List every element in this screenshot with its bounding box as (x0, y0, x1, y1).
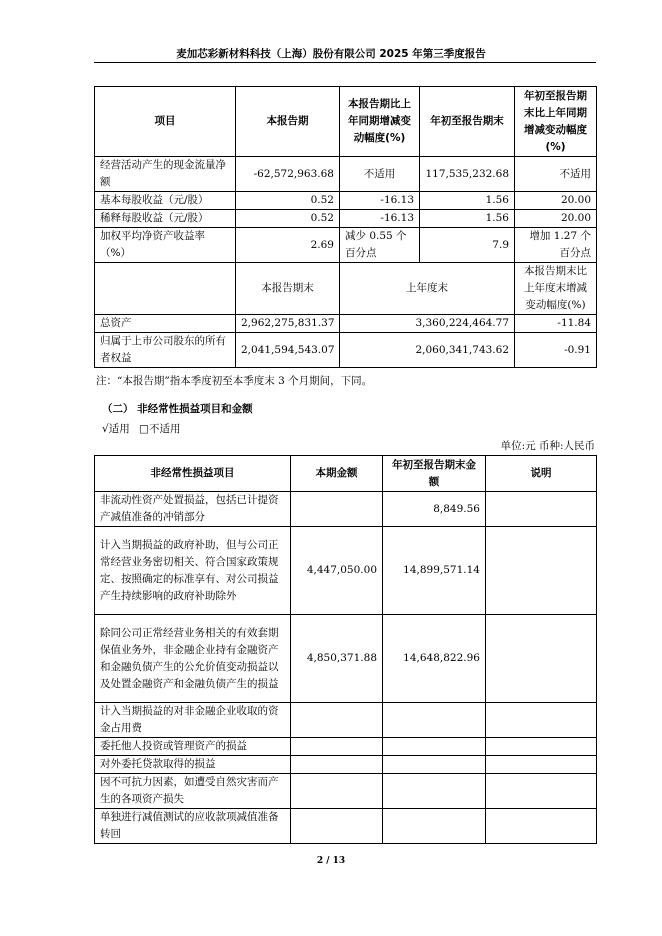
row-value: 增加 1.27 个百分点 (515, 228, 597, 263)
table1-header-ytd-change: 年初至报告期末比上年同期增减变动幅度(%) (515, 87, 597, 157)
row-value: -16.13 (340, 192, 420, 210)
row-value: 7.9 (420, 228, 515, 263)
table-row (95, 738, 597, 756)
non-recurring-gains-table (94, 455, 597, 844)
table-row (95, 615, 597, 703)
row-label: 单独进行减值测试的应收款项减值准备转回 (95, 809, 291, 844)
table-row (95, 315, 597, 333)
row-label: 稀释每股收益（元/股） (95, 210, 236, 228)
row-value: 不适用 (340, 157, 420, 192)
table-row (95, 210, 597, 228)
row-note (486, 738, 597, 756)
table-row (95, 333, 597, 368)
row-value: 4,850,371.88 (291, 615, 383, 703)
row-value: 1.56 (420, 210, 515, 228)
table2-header-row (95, 456, 597, 492)
checkbox-applicable: √适用 (102, 423, 130, 435)
row-note (486, 492, 597, 527)
row-value: 14,648,822.96 (383, 615, 486, 703)
empty-cell (95, 263, 236, 315)
row-value (383, 756, 486, 774)
row-note (486, 809, 597, 844)
table-row (95, 228, 597, 263)
row-label: 归属于上市公司股东的所有者权益 (95, 333, 236, 368)
row-value (383, 703, 486, 738)
row-value: 0.52 (236, 210, 340, 228)
subheader-period-end: 本报告期末 (236, 263, 340, 315)
table-note: 注：“本报告期”指本季度初至本季度末 3 个月期间，下同。 (96, 375, 373, 387)
row-label: 委托他人投资或管理资产的损益 (95, 738, 291, 756)
row-label: 加权平均净资产收益率（%） (95, 228, 236, 263)
row-value (383, 774, 486, 809)
row-note (486, 703, 597, 738)
row-value: 20.00 (515, 192, 597, 210)
row-label: 总资产 (95, 315, 236, 333)
row-value (383, 809, 486, 844)
row-value: -0.91 (515, 333, 597, 368)
row-value (291, 756, 383, 774)
row-label: 基本每股收益（元/股） (95, 192, 236, 210)
table2-header-period: 本期金额 (291, 456, 383, 492)
table1-subheader-row (95, 263, 597, 315)
page-number: 2 / 13 (316, 856, 346, 866)
row-value: 4,447,050.00 (291, 527, 383, 615)
row-value (291, 703, 383, 738)
row-value: -16.13 (340, 210, 420, 228)
table2-header-ytd: 年初至报告期末金额 (383, 456, 486, 492)
report-header: 麦加芯彩新材料科技（上海）股份有限公司 2025 年第三季度报告 (176, 48, 486, 60)
row-value: 2,060,341,743.62 (340, 333, 515, 368)
row-value: 减少 0.55 个百分点 (340, 228, 420, 263)
table1-header-ytd: 年初至报告期末 (420, 87, 515, 157)
table-row (95, 192, 597, 210)
table-row (95, 703, 597, 738)
table-row (95, 756, 597, 774)
row-value (291, 809, 383, 844)
table1-header-period: 本报告期 (236, 87, 340, 157)
row-value: 0.52 (236, 192, 340, 210)
row-note (486, 527, 597, 615)
row-value (383, 738, 486, 756)
row-label: 除同公司正常经营业务相关的有效套期保值业务外，非金融企业持有金融资产和金融负债产生的公允价值变动损益以及处置金融资产和金融负债产生的损益 (95, 615, 291, 703)
table-row (95, 492, 597, 527)
row-label: 计入当期损益的对非金融企业收取的资金占用费 (95, 703, 291, 738)
row-label: 因不可抗力因素，如遭受自然灾害而产生的各项资产损失 (95, 774, 291, 809)
row-note (486, 756, 597, 774)
row-value: 3,360,224,464.77 (340, 315, 515, 333)
table1-header-period-change: 本报告期比上年同期增减变动幅度(%) (340, 87, 420, 157)
section-title: （二） 非经常性损益项目和金额 (102, 403, 253, 415)
row-value: 117,535,232.68 (420, 157, 515, 192)
row-label: 非流动性资产处置损益，包括已计提资产减值准备的冲销部分 (95, 492, 291, 527)
key-financial-table (94, 86, 597, 368)
row-value: -62,572,963.68 (236, 157, 340, 192)
subheader-change: 本报告期末比上年度末增减变动幅度(%) (515, 263, 597, 315)
row-note (486, 774, 597, 809)
table1-header-item: 项目 (95, 87, 236, 157)
table2-header-note: 说明 (486, 456, 597, 492)
checkbox-not-applicable: □不适用 (139, 423, 181, 435)
row-value: 不适用 (515, 157, 597, 192)
header-divider (94, 62, 596, 63)
row-value: 20.00 (515, 210, 597, 228)
row-value (291, 738, 383, 756)
row-value (291, 774, 383, 809)
row-value: 14,899,571.14 (383, 527, 486, 615)
table-row (95, 809, 597, 844)
row-value: 2,962,275,831.37 (236, 315, 340, 333)
table-row (95, 157, 597, 192)
table-row (95, 527, 597, 615)
table2-header-item: 非经常性损益项目 (95, 456, 291, 492)
row-value: 8,849.56 (383, 492, 486, 527)
row-value (291, 492, 383, 527)
row-value: -11.84 (515, 315, 597, 333)
subheader-prior-year-end: 上年度末 (340, 263, 515, 315)
table1-header-row (95, 87, 597, 157)
applicability-checks (102, 421, 180, 436)
currency-unit: 单位:元 币种:人民币 (500, 440, 595, 452)
table-row (95, 774, 597, 809)
row-value: 2.69 (236, 228, 340, 263)
row-label: 计入当期损益的政府补助，但与公司正常经营业务密切相关、符合国家政策规定、按照确定的标准享有、对公司损益产生持续影响的政府补助除外 (95, 527, 291, 615)
row-value: 1.56 (420, 192, 515, 210)
row-label: 经营活动产生的现金流量净额 (95, 157, 236, 192)
row-value: 2,041,594,543.07 (236, 333, 340, 368)
row-label: 对外委托贷款取得的损益 (95, 756, 291, 774)
row-note (486, 615, 597, 703)
